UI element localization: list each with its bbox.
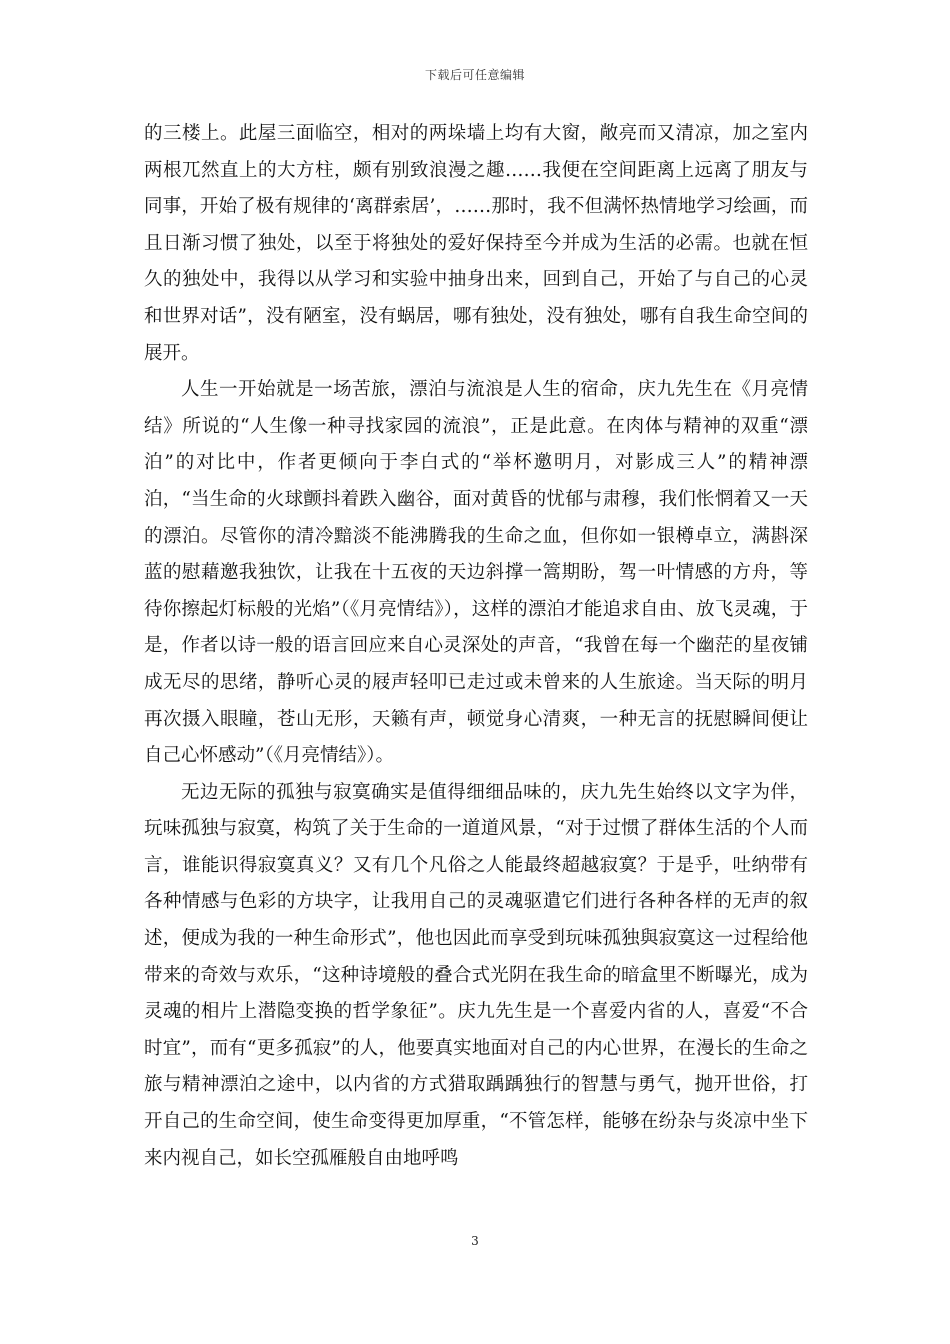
document-body <box>144 116 808 1177</box>
paragraph: 无边无际的孤独与寂寞确实是值得细细品味的，庆九先生始终以文字为伴，玩味孤独与寂寞，构筑了关于生命的一道道风景，“对于过惯了群体生活的个人而言，谁能识得寂寞真义？又有几个凡俗之人能最终超越寂寞？于是乎，吐纳带有各种情感与色彩的方块字，让我用自己的灵魂驱遣它们进行各种各样的无声的叙述，便成为我的一种生命形式”，他也因此而享受到玩味孤独與寂寞这一过程给他带来的奇效与欢乐，“这种诗境般的叠合式光阴在我生命的暗盒里不断曝光，成为灵魂的相片上潜隐变换的哲学象征”。庆九先生是一个喜爱内省的人，喜爱“不合时宜”，而有“更多孤寂”的人，他要真实地面对自己的内心世界，在漫长的生命之旅与精神漂泊之途中，以内省的方式猎取踽踽独行的智慧与勇气，抛开世俗，打开自己的生命空间，使生命变得更加厚重，“不管怎样，能够在纷杂与炎凉中坐下来内视自己，如长空孤雁般自由地呼鸣 <box>144 781 808 1169</box>
page-number: 3 <box>471 1234 479 1248</box>
paragraph-continued: 的三楼上。此屋三面临空，相对的两垛墙上均有大窗，敞亮而又清凉，加之室内两根兀然直上的大方柱，颇有别致浪漫之趣……我便在空间距离上远离了朋友与同事，开始了极有规律的‘离群索居’，……那时，我不但满怀热情地学习绘画，而且日渐习惯了独处，以至于将独处的爱好保持至今并成为生活的必需。也就在恒久的独处中，我得以从学习和实验中抽身出来，回到自己，开始了与自己的心灵和世界对话”，没有陋室，没有蜗居，哪有独处，没有独处，哪有自我生命空间的展开。 <box>144 123 808 364</box>
paragraph: 人生一开始就是一场苦旅，漂泊与流浪是人生的宿命，庆九先生在《月亮情结》所说的“人生像一种寻找家园的流浪”，正是此意。在肉体与精神的双重“漂泊”的对比中，作者更倾向于李白式的“举杯邀明月，对影成三人”的精神漂泊，“当生命的火球颤抖着跌入幽谷，面对黄昏的忧郁与肃穆，我们怅惘着又一天的漂泊。尽管你的清冷黯淡不能沸腾我的生命之血，但你如一银樽卓立，满斟深蓝的慰藉邀我独饮，让我在十五夜的天边斜撑一篙期盼，驾一叶情感的方舟，等待你擦起灯标般的光焰”（《月亮情结》），这样的漂泊才能追求自由、放飞灵魂，于是，作者以诗一般的语言回应来自心灵深处的声音，“我曾在每一个幽茫的星夜铺成无尽的思绪，静听心灵的屐声轻叩已走过或未曾来的人生旅途。当天际的明月再次摄入眼瞳，苍山无形，天籁有声，顿觉身心清爽，一种无言的抚慰瞬间便让自己心怀感动”（《月亮情结》）。 <box>144 379 808 767</box>
page-header: 下载后可任意编辑 <box>424 68 525 82</box>
